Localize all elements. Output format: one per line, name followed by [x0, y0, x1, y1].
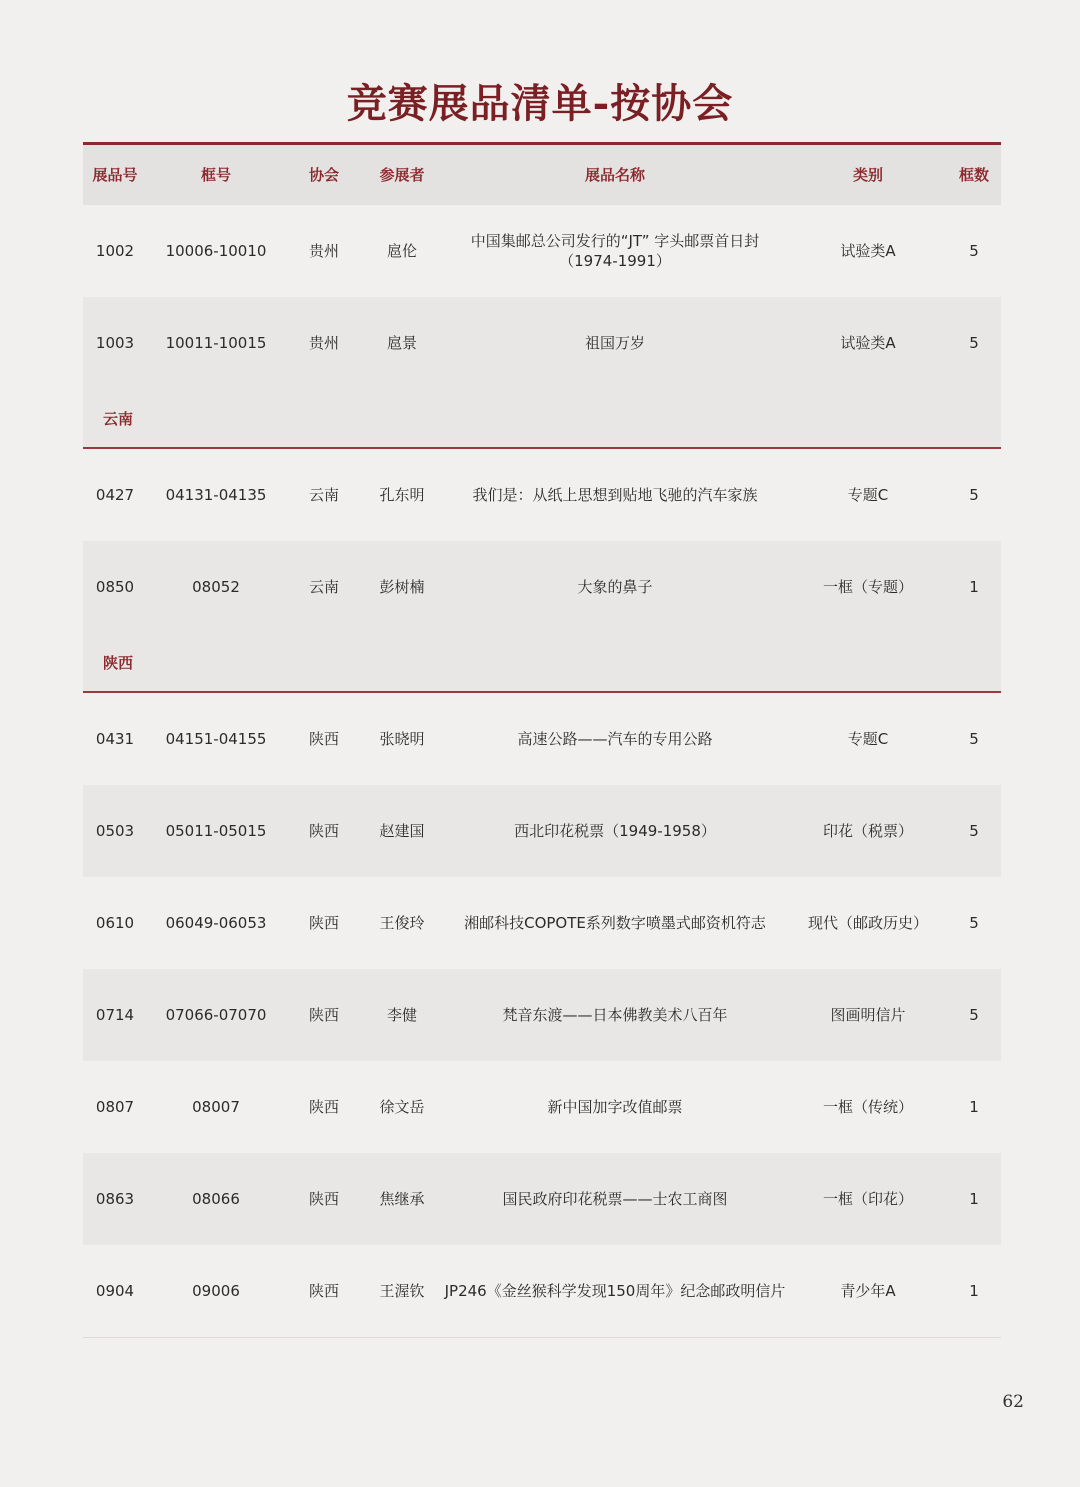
cell-exhibit-title: 中国集邮总公司发行的“JT” 字头邮票首日封（1974-1991） — [470, 232, 760, 270]
col-header-frame-no: 框号 — [200, 166, 231, 184]
table-row — [83, 449, 1001, 541]
cell-frame-count: 5 — [969, 486, 979, 504]
cell-association: 陕西 — [308, 822, 339, 840]
cell-frame-no: 05011-05015 — [165, 822, 267, 840]
cell-exhibit-no: 1003 — [95, 334, 135, 352]
cell-category: 专题C — [847, 486, 889, 504]
cell-association: 陕西 — [308, 1098, 339, 1116]
cell-frame-count: 1 — [969, 1098, 979, 1116]
cell-category: 青少年A — [840, 1282, 896, 1300]
table-row — [83, 969, 1001, 1061]
cell-frame-count: 5 — [969, 1006, 979, 1024]
table-row — [83, 541, 1001, 633]
page-title: 竞赛展品清单-按协会 — [346, 80, 734, 127]
cell-exhibitor: 王渥钦 — [379, 1282, 425, 1300]
cell-association: 陕西 — [308, 730, 339, 748]
cell-frame-count: 5 — [969, 242, 979, 260]
cell-exhibit-no: 0431 — [95, 730, 135, 748]
cell-frame-count: 1 — [969, 578, 979, 596]
cell-exhibit-title: 梵音东渡——日本佛教美术八百年 — [502, 1006, 728, 1024]
cell-exhibitor: 彭树楠 — [379, 578, 425, 596]
cell-exhibit-title: 湘邮科技COPOTE系列数字喷墨式邮资机符志 — [464, 914, 766, 932]
cell-category: 现代（邮政历史） — [807, 914, 928, 932]
cell-association: 云南 — [308, 486, 339, 504]
cell-association: 陕西 — [308, 914, 339, 932]
cell-exhibit-title: 大象的鼻子 — [577, 578, 653, 596]
cell-exhibitor: 焦继承 — [379, 1190, 425, 1208]
cell-exhibit-no: 0863 — [95, 1190, 135, 1208]
cell-frame-no: 08007 — [192, 1098, 240, 1116]
cell-exhibit-no: 0503 — [95, 822, 135, 840]
cell-frame-no: 10006-10010 — [165, 242, 267, 260]
cell-frame-no: 06049-06053 — [165, 914, 267, 932]
cell-exhibit-no: 0610 — [95, 914, 135, 932]
cell-exhibit-no: 1002 — [95, 242, 135, 260]
table-row — [83, 785, 1001, 877]
cell-exhibitor: 扈景 — [386, 334, 417, 352]
cell-category: 试验类A — [840, 334, 896, 352]
cell-exhibitor: 李健 — [386, 1006, 417, 1024]
cell-frame-no: 09006 — [192, 1282, 240, 1300]
cell-exhibitor: 徐文岳 — [379, 1098, 425, 1116]
col-header-exhibitor: 参展者 — [379, 166, 425, 184]
cell-exhibitor: 扈伦 — [386, 242, 417, 260]
group-header: 陕西 — [83, 633, 1001, 693]
cell-exhibit-title: 新中国加字改值邮票 — [547, 1098, 683, 1116]
cell-frame-no: 04151-04155 — [165, 730, 267, 748]
cell-association: 陕西 — [308, 1006, 339, 1024]
cell-association: 云南 — [308, 578, 339, 596]
exhibit-table — [83, 142, 1001, 1338]
cell-category: 印花（税票） — [822, 822, 913, 840]
table-row — [83, 1153, 1001, 1245]
table-header — [83, 145, 1001, 205]
table-row — [83, 877, 1001, 969]
cell-association: 陕西 — [308, 1282, 339, 1300]
cell-association: 陕西 — [308, 1190, 339, 1208]
cell-frame-no: 08066 — [192, 1190, 240, 1208]
cell-exhibit-title: 高速公路——汽车的专用公路 — [517, 730, 713, 748]
cell-exhibit-title: 西北印花税票（1949-1958） — [514, 822, 716, 840]
cell-frame-count: 5 — [969, 334, 979, 352]
cell-exhibitor: 张晓明 — [379, 730, 425, 748]
table-row — [83, 297, 1001, 389]
cell-category: 一框（印花） — [822, 1190, 913, 1208]
table-body — [83, 205, 1001, 1338]
group-header: 云南 — [83, 389, 1001, 449]
cell-category: 图画明信片 — [830, 1006, 906, 1024]
table-row — [83, 1245, 1001, 1338]
cell-exhibit-title: 祖国万岁 — [584, 334, 645, 352]
col-header-category: 类别 — [852, 166, 883, 184]
cell-frame-count: 5 — [969, 730, 979, 748]
table-row — [83, 693, 1001, 785]
col-header-exhibit-no: 展品号 — [92, 166, 138, 184]
cell-association: 贵州 — [308, 242, 339, 260]
cell-exhibit-title: JP246《金丝猴科学发现150周年》纪念邮政明信片 — [444, 1282, 786, 1300]
table-row — [83, 205, 1001, 297]
table-row — [83, 1061, 1001, 1153]
cell-category: 专题C — [847, 730, 889, 748]
col-header-exhibit-title: 展品名称 — [584, 166, 645, 184]
cell-exhibit-no: 0850 — [95, 578, 135, 596]
cell-frame-no: 04131-04135 — [165, 486, 267, 504]
cell-exhibit-no: 0714 — [95, 1006, 135, 1024]
cell-exhibit-no: 0904 — [95, 1282, 135, 1300]
cell-exhibit-no: 0427 — [95, 486, 135, 504]
cell-exhibitor: 赵建国 — [379, 822, 425, 840]
cell-exhibit-title: 我们是：从纸上思想到贴地飞驰的汽车家族 — [472, 486, 758, 504]
page-number: 62 — [1002, 1392, 1024, 1412]
cell-category: 一框（传统） — [822, 1098, 913, 1116]
cell-exhibit-title: 国民政府印花税票——士农工商图 — [502, 1190, 728, 1208]
cell-association: 贵州 — [308, 334, 339, 352]
cell-exhibitor: 孔东明 — [379, 486, 425, 504]
cell-frame-count: 1 — [969, 1282, 979, 1300]
cell-frame-no: 10011-10015 — [165, 334, 267, 352]
cell-category: 试验类A — [840, 242, 896, 260]
cell-frame-no: 08052 — [192, 578, 240, 596]
cell-exhibit-no: 0807 — [95, 1098, 135, 1116]
cell-frame-count: 5 — [969, 914, 979, 932]
cell-exhibitor: 王俊玲 — [379, 914, 425, 932]
col-header-frame-count: 框数 — [958, 166, 989, 184]
cell-frame-count: 1 — [969, 1190, 979, 1208]
cell-frame-no: 07066-07070 — [165, 1006, 267, 1024]
col-header-association: 协会 — [308, 166, 339, 184]
cell-frame-count: 5 — [969, 822, 979, 840]
cell-category: 一框（专题） — [822, 578, 913, 596]
